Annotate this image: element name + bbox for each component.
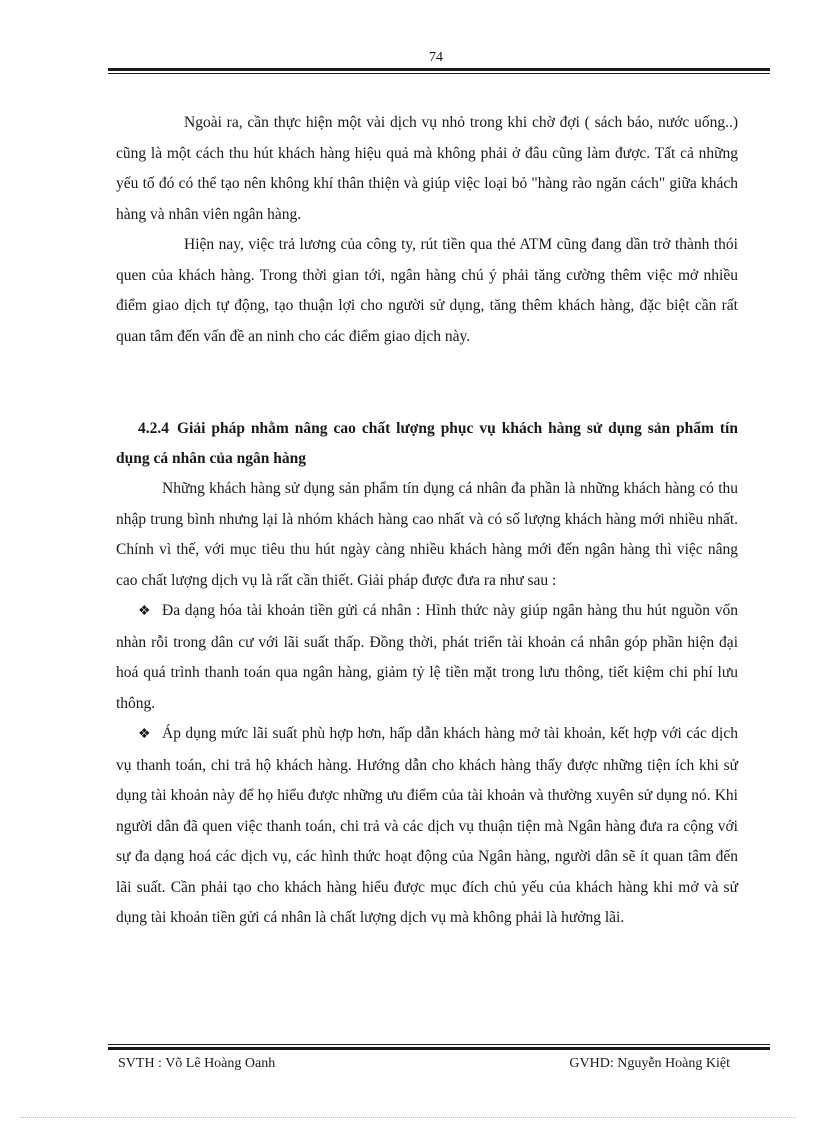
bullet-item — [116, 596, 738, 719]
paragraph-atm-services: Hiện nay, việc trả lương của công ty, rút tiền qua thẻ ATM cũng đang dần trở thành thói quen của khách hàng. Trong thời gian tới, ngân hàng chú ý phải tăng cường thêm việc mở nhiều điểm giao dịch tự động, tạo thuận lợi cho người sử dụng, tăng thêm khách hàng, đặc biệt cần rất quan tâm đến vấn đề an ninh cho các điểm giao dịch này. — [116, 236, 738, 345]
footer-rule — [108, 1044, 770, 1050]
document-body — [116, 108, 738, 934]
page-number: 74 — [429, 50, 443, 65]
section-number: 4.2.4 — [138, 420, 169, 437]
footer-student: SVTH : Võ Lê Hoàng Oanh — [118, 1056, 276, 1071]
bullet-text: Đa dạng hóa tài khoản tiền gửi cá nhân : Hình thức này giúp ngân hàng thu hút nguồn vốn nhàn rỗi trong dân cư với lãi suất thấp. Đồng thời, phát triển tài khoản cá nhân góp phần hiện đại hoá quá trình thanh toán qua ngân hàng, giảm tỷ lệ tiền mặt trong lưu thông, tiết kiệm chi phí lưu thông. — [116, 602, 738, 712]
section-heading — [116, 414, 738, 474]
section-intro: Những khách hàng sử dụng sản phẩm tín dụng cá nhân đa phần là những khách hàng có thu nhập trung bình nhưng lại là nhóm khách hàng cao nhất và có số lượng khách hàng mới nhiều nhất. Chính vì thế, với mục tiêu thu hút ngày càng nhiều khách hàng mới đến ngân hàng thì việc nâng cao chất lượng dịch vụ là rất cần thiết. Giải pháp được đưa ra như sau : — [116, 480, 738, 589]
bullet-item — [116, 719, 738, 934]
footer-advisor: GVHD: Nguyễn Hoàng Kiệt — [569, 1056, 730, 1071]
section-spacer — [116, 352, 738, 414]
diamond-bullet-icon: ❖ — [138, 727, 151, 742]
header-rule — [108, 68, 770, 74]
section-title: Giải pháp nhằm nâng cao chất lượng phục vụ khách hàng sử dụng sản phẩm tín dụng cá nhân của ngân hàng — [116, 420, 738, 467]
paragraph-waiting-services: Ngoài ra, cần thực hiện một vài dịch vụ nhỏ trong khi chờ đợi ( sách báo, nước uống..) cũng là một cách thu hút khách hàng hiệu quả mà không phải ở đâu cũng làm được. Tất cả những yếu tố đó có thể tạo nên không khí thân thiện và giúp việc loại bỏ "hàng rào ngăn cách" giữa khách hàng và nhân viên ngân hàng. — [116, 114, 738, 223]
diamond-bullet-icon: ❖ — [138, 604, 151, 619]
bullet-text: Áp dụng mức lãi suất phù hợp hơn, hấp dẫn khách hàng mở tài khoản, kết hợp với các dịch vụ thanh toán, chi trả hộ khách hàng. Hướng dẫn cho khách hàng thấy được những tiện ích khi sử dụng tài khoản này để họ hiểu được những ưu điểm của tài khoản và thường xuyên sử dụng nó. Khi người dân đã quen việc thanh toán, chi trả và các dịch vụ thuận tiện mà Ngân hàng đưa ra cộng với sự đa dạng hoá các dịch vụ, các hình thức hoạt động của Ngân hàng, người dân sẽ ít quan tâm đến lãi suất. Cần phải tạo cho khách hàng hiểu được mục đích chủ yếu của khách hàng khi mở và sử dụng tài khoản tiền gửi cá nhân là chất lượng dịch vụ mà không phải là hưởng lãi. — [116, 725, 738, 926]
bottom-dotted-line — [20, 1117, 796, 1118]
